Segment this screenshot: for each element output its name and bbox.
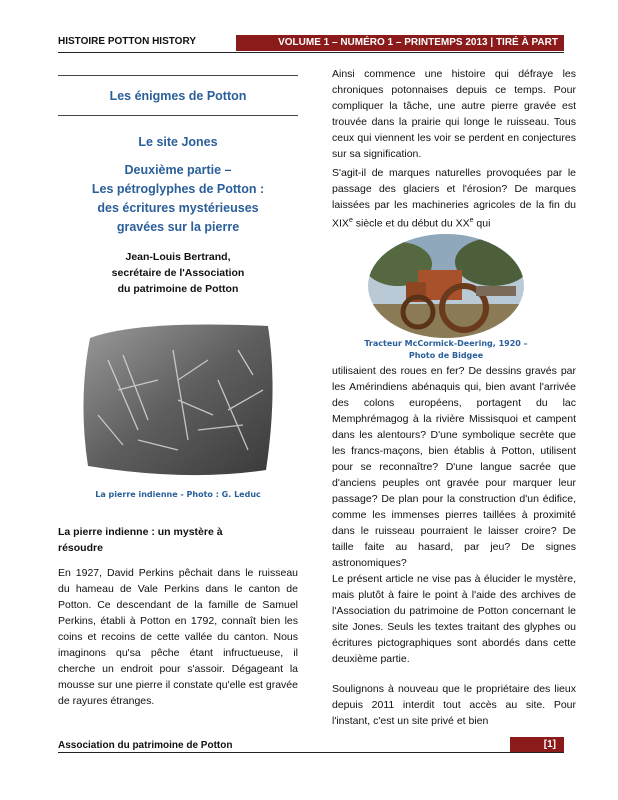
petroglyph-stone-photo xyxy=(78,320,278,482)
article-title-line: Les pétroglyphes de Potton : xyxy=(91,182,265,196)
site-title: Le site Jones xyxy=(138,135,218,149)
author-line: secrétaire de l'Association xyxy=(111,267,245,279)
right-paragraph-4: Le présent article ne vise pas à élucider le mystère, mais plutôt à faire le point à l'aide des archives de l'Association du patrimoine de Potton concernant le site Jones. Seuls les textes traitant des glyphes ou écritures pictographiques sont abordés dans cette deuxième partie. xyxy=(332,573,576,665)
right-paragraph-2: S'agit-il de marques naturelles provoquées par le passage des glaciers et l'érosion? De marques laissées par les machineries agricoles de la fin du XIXe siècle et du début du XXe qui xyxy=(332,167,576,230)
running-header-title: HISTOIRE POTTON HISTORY xyxy=(58,36,196,47)
article-title xyxy=(58,161,298,237)
tractor-photo xyxy=(368,234,524,338)
section-heading-line: La pierre indienne : un mystère à xyxy=(58,526,223,538)
footer-association-name: Association du patrimoine de Potton xyxy=(58,740,233,751)
title-rule-bottom xyxy=(58,115,298,116)
article-title-line: des écritures mystérieuses xyxy=(97,201,259,215)
issue-banner: VOLUME 1 – NUMÉRO 1 – PRINTEMPS 2013 | TIRÉ À PART xyxy=(236,35,564,51)
author-block xyxy=(58,249,298,297)
author-line: Jean-Louis Bertrand, xyxy=(125,251,231,263)
tractor-caption-line: Tracteur McCormick-Deering, 1920 – xyxy=(364,339,528,348)
article-title-line: Deuxième partie – xyxy=(124,163,232,177)
author-line: du patrimoine de Potton xyxy=(117,283,239,295)
page-number: [1] xyxy=(510,737,564,752)
right-paragraph-3: utilisaient des roues en fer? De dessins gravés par les Amérindiens abénaquis qui, bien avant l'arrivée des colons européens, portagent du lac Memphrémagog à la rivière Missisquoi et campent dans les alentours? D'une symbolique secrète que les francs-maçons, bien établis à Potton, utilisent pour se reconnaître? D'une langue sacrée que d'anciens peuples ont gravée pour marquer leur passage? De plan pour la construction d'un édifice, comme les immenses pierres taillées à proximité dans le ruisseau pourraient le laisser croire? De taille faite au hasard, par jeu? De signes astronomiques? xyxy=(332,365,576,569)
section-heading-line: résoudre xyxy=(58,542,103,554)
series-title: Les énigmes de Potton xyxy=(109,89,247,103)
tractor-photo-caption xyxy=(340,338,552,362)
left-body-paragraph: En 1927, David Perkins pêchait dans le ruisseau du hameau de Vale Perkins dans le canton de Potton. Ce descendant de la famille de Samuel Perkins, établi à Potton en 1792, connaît bien les coins et recoins de cette vallée du canton. Nous imaginons qu'sa pêche étant infructueuse, il cherche un endroit pour s'assoir. Dégageant la mousse sur une pierre il constate qu'elle est gravée de rayures étranges. xyxy=(58,567,298,707)
stone-photo-caption: La pierre indienne - Photo : G. Leduc xyxy=(95,490,261,499)
right-paragraph-5: Soulignons à nouveau que le propriétaire des lieux depuis 2011 interdit tout accès au site. Pour l'instant, c'est un site privé et bien xyxy=(332,683,576,727)
article-title-line: gravées sur la pierre xyxy=(116,220,240,234)
header-rule xyxy=(58,52,564,53)
footer-rule xyxy=(58,752,564,753)
tractor-caption-line: Photo de Bidgee xyxy=(408,351,484,360)
section-heading xyxy=(58,524,298,556)
right-paragraph-1: Ainsi commence une histoire qui défraye les chroniques potonnaises depuis ce temps. Pour compliquer la tâche, une autre pierre gravée est trouvée dans la prairie qui longe le ruisseau. Tous ceux qui viennent les voir se perdent en conjectures sur sa signification. xyxy=(332,68,576,160)
title-rule-top xyxy=(58,75,298,76)
